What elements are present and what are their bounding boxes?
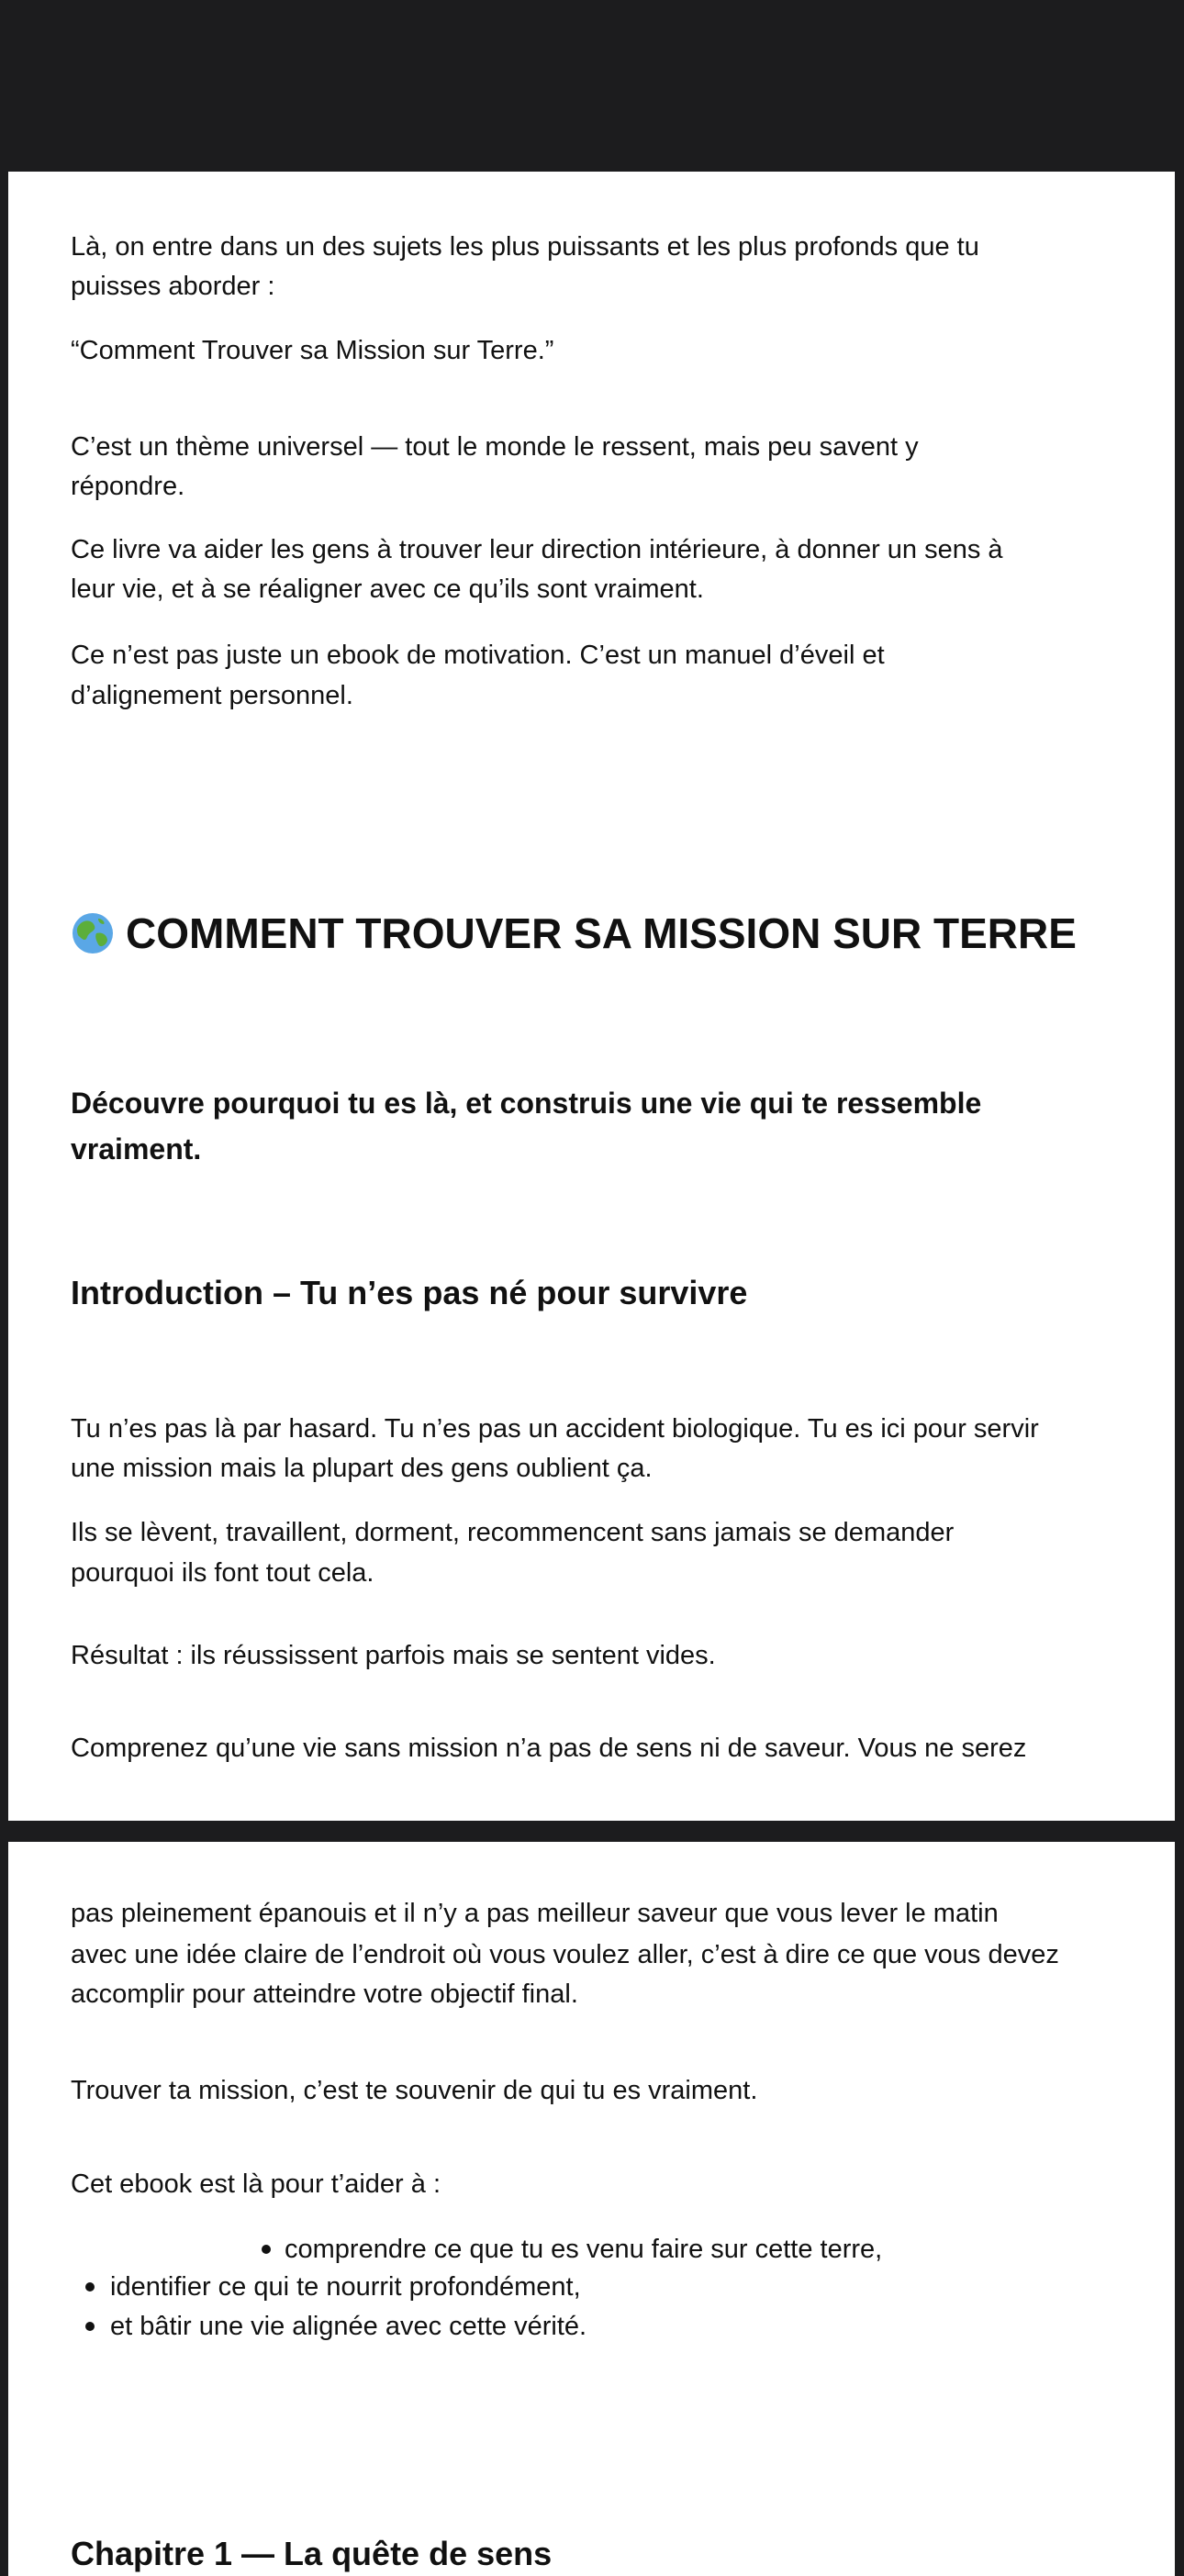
subtitle-line-1: Découvre pourquoi tu es là, et construis une vie qui te ressemble (71, 1087, 982, 1120)
book-title: COMMENT TROUVER SA MISSION SUR TERRE (126, 909, 1077, 957)
bullet-dot (85, 2282, 95, 2292)
hasard-line-1: Tu n’es pas là par hasard. Tu n’es pas un accident biologique. Tu es ici pour servir (71, 1414, 1039, 1444)
chapter-1-heading: Chapitre 1 — La quête de sens (71, 2535, 553, 2572)
cet-ebook-line: Cet ebook est là pour t’aider à : (71, 2169, 441, 2199)
ebook-line-1: Ce n’est pas juste un ebook de motivation. C’est un manuel d’éveil et (71, 641, 885, 670)
continuation-line-3: accomplir pour atteindre votre objectif final. (71, 1979, 578, 2009)
globe-icon (71, 911, 115, 955)
bullet-dot (85, 2322, 95, 2331)
quote-line: “Comment Trouver sa Mission sur Terre.” (71, 336, 554, 365)
livre-line-2: leur vie, et à se réaligner avec ce qu’ils sont vraiment. (71, 574, 704, 604)
introduction-heading: Introduction – Tu n’es pas né pour survivre (71, 1274, 748, 1311)
intro-line-2: puisses aborder : (71, 272, 275, 301)
continuation-line-2: avec une idée claire de l’endroit où vous voulez aller, c’est à dire ce que vous devez (71, 1940, 1059, 1969)
bullet-item-2: identifier ce qui te nourrit profondément, (110, 2272, 581, 2302)
trouver-line: Trouver ta mission, c’est te souvenir de qui tu es vraiment. (71, 2076, 758, 2105)
subtitle-line-2: vraiment. (71, 1132, 202, 1165)
theme-line-2: répondre. (71, 472, 185, 501)
intro-line-1: Là, on entre dans un des sujets les plus puissants et les plus profonds que tu (71, 232, 979, 262)
leve-line-1: Ils se lèvent, travaillent, dorment, recommencent sans jamais se demander (71, 1518, 955, 1547)
hasard-line-2: une mission mais la plupart des gens oublient ça. (71, 1454, 653, 1483)
ebook-line-2: d’alignement personnel. (71, 681, 353, 710)
livre-line-1: Ce livre va aider les gens à trouver leur direction intérieure, à donner un sens à (71, 535, 1003, 564)
continuation-line-1: pas pleinement épanouis et il n’y a pas meilleur saveur que vous lever le matin (71, 1899, 999, 1928)
document-page-1 (8, 172, 1175, 1821)
bullet-item-1: comprendre ce que tu es venu faire sur cette terre, (285, 2235, 883, 2264)
top-bar (0, 0, 1184, 171)
bullet-dot (262, 2245, 271, 2254)
bullet-item-3: et bâtir une vie alignée avec cette vérité. (110, 2312, 587, 2341)
leve-line-2: pourquoi ils font tout cela. (71, 1558, 374, 1588)
resultat-line: Résultat : ils réussissent parfois mais se sentent vides. (71, 1641, 716, 1670)
theme-line-1: C’est un thème universel — tout le monde le ressent, mais peu savent y (71, 432, 919, 462)
document-page-2 (8, 1842, 1175, 2576)
comprenez-line: Comprenez qu’une vie sans mission n’a pas de sens ni de saveur. Vous ne serez (71, 1734, 1027, 1763)
